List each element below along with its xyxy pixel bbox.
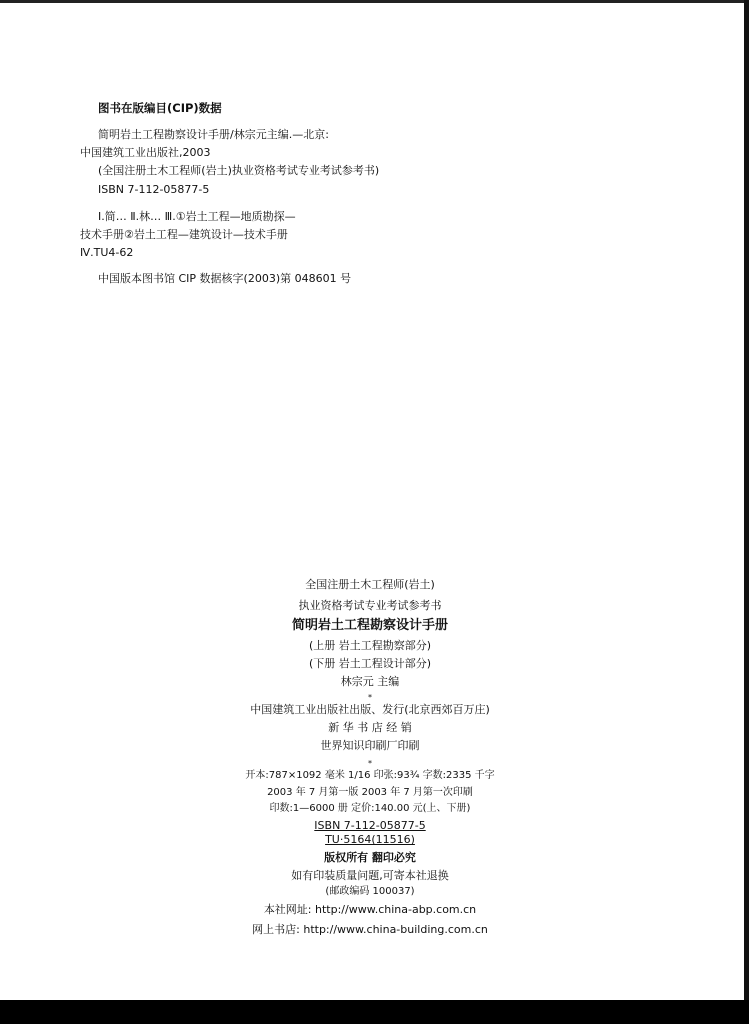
bottom-scan-edge (0, 1000, 749, 1024)
volume-upper: (上册 岩土工程勘察部分) (308, 639, 432, 652)
book-title: 简明岩土工程勘察设计手册 (291, 618, 448, 633)
catalog-number-line: TU·5164(11516) (325, 833, 415, 846)
publisher-line: 中国建筑工业出版社出版、发行(北京西郊百万庄) (250, 703, 490, 716)
cip-series-line: (全国注册土木工程师(岩土)执业资格考试专业考试参考书) (98, 164, 380, 177)
cip-classification-line: Ⅳ.TU4-62 (80, 246, 134, 259)
separator-star-2: * (368, 759, 372, 768)
top-scan-edge (0, 0, 749, 3)
format-specs-line: 开本:787×1092 毫米 1/16 印张:93¾ 字数:2335 千字 (245, 770, 495, 781)
edition-line: 2003 年 7 月第一版 2003 年 7 月第一次印刷 (267, 787, 473, 798)
distributor-line: 新 华 书 店 经 销 (328, 721, 412, 734)
right-scan-edge (744, 0, 749, 1000)
postcode-line: (邮政编码 100037) (325, 886, 415, 897)
printer-line: 世界知识印刷厂印刷 (320, 739, 420, 752)
volume-lower: (下册 岩土工程设计部分) (308, 657, 432, 670)
cip-record-number-line: 中国版本图书馆 CIP 数据核字(2003)第 048601 号 (98, 272, 352, 285)
cip-subject-line-2: 技术手册②岩土工程—建筑设计—技术手册 (80, 228, 288, 241)
cip-publisher-line: 中国建筑工业出版社,2003 (80, 146, 211, 159)
isbn-line: ISBN 7-112-05877-5 (314, 819, 426, 832)
cip-isbn-line: ISBN 7-112-05877-5 (98, 183, 210, 196)
series-line-1: 全国注册土木工程师(岩土) (305, 578, 435, 591)
cip-subject-line: Ⅰ.简… Ⅱ.林… Ⅲ.①岩土工程—地质勘探— (98, 210, 296, 223)
print-run-price-line: 印数:1—6000 册 定价:140.00 元(上、下册) (269, 803, 471, 814)
separator-star: * (368, 693, 372, 702)
series-line-2: 执业资格考试专业考试参考书 (298, 599, 442, 612)
quality-notice-line: 如有印装质量问题,可寄本社退换 (291, 869, 449, 882)
copyright-line: 版权所有 翻印必究 (324, 851, 416, 864)
cip-heading: 图书在版编目(CIP)数据 (98, 101, 222, 115)
cip-title-line: 简明岩土工程勘察设计手册/林宗元主编.—北京: (98, 128, 329, 141)
website-line: 本社网址: http://www.china-abp.com.cn (263, 903, 477, 916)
bookstore-line: 网上书店: http://www.china-building.com.cn (252, 923, 488, 936)
editor-line: 林宗元 主编 (340, 675, 400, 688)
